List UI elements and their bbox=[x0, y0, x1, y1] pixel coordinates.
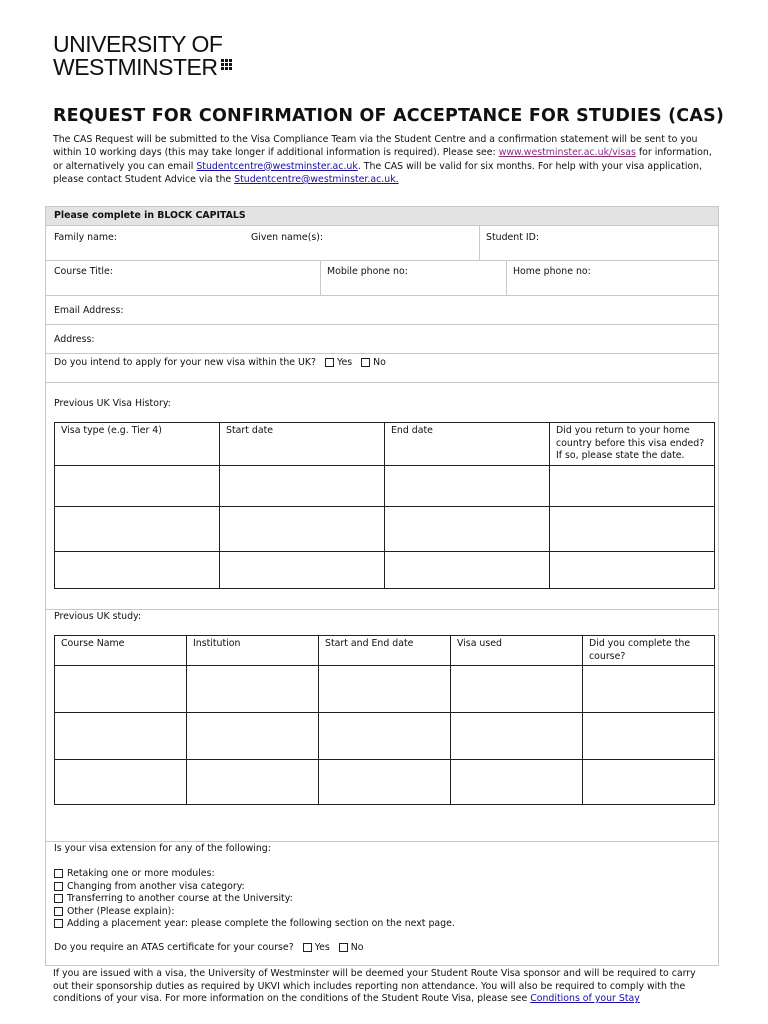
study-header: Course Name bbox=[55, 636, 187, 666]
intro-text-3: . The CAS will be valid for six months. For help with your visa application, please contact Student Advice via the bbox=[53, 160, 703, 185]
mobile-phone-field[interactable]: Mobile phone no: bbox=[327, 266, 408, 277]
transferring-checkbox[interactable] bbox=[54, 894, 63, 903]
atas-no-checkbox[interactable] bbox=[339, 943, 348, 952]
page-title: REQUEST FOR CONFIRMATION OF ACCEPTANCE FOR STUDIES (CAS) bbox=[53, 106, 725, 126]
logo-grid-icon bbox=[221, 59, 232, 70]
footer-text: If you are issued with a visa, the University of Westminster will be deemed your Student Route Visa sponsor and will be required to carry out their sponsorship duties as required by UKVI which includes reporting non attendance. You will also be required to comply with the conditions of your visa. For more information on the conditions of the Student Route Visa, please see bbox=[53, 968, 696, 1004]
list-item bbox=[54, 918, 455, 931]
conditions-of-stay-link[interactable]: Conditions of your Stay bbox=[530, 993, 640, 1004]
visa-history-label: Previous UK Visa History: bbox=[54, 398, 171, 409]
list-item bbox=[54, 881, 455, 894]
studentcentre-email-link[interactable]: Studentcentre@westminster.ac.uk bbox=[196, 160, 358, 172]
address-field[interactable]: Address: bbox=[54, 334, 95, 345]
visa-uk-no-checkbox[interactable] bbox=[361, 358, 370, 367]
option-label: Transferring to another course at the University: bbox=[67, 893, 293, 904]
study-header: Institution bbox=[187, 636, 319, 666]
student-advice-email-link[interactable]: Studentcentre@westminster.ac.uk. bbox=[234, 173, 399, 185]
other-checkbox[interactable] bbox=[54, 907, 63, 916]
extension-options bbox=[54, 868, 455, 931]
table-row bbox=[55, 551, 715, 588]
visa-history-header: Start date bbox=[220, 423, 385, 466]
logo-line-2: WESTMINSTER bbox=[53, 54, 218, 80]
option-label: Retaking one or more modules: bbox=[67, 868, 215, 879]
table-row bbox=[55, 465, 715, 506]
logo-line-1: UNIVERSITY OF bbox=[53, 31, 223, 57]
visa-uk-question bbox=[54, 357, 386, 368]
visa-history-table bbox=[54, 422, 715, 589]
visa-history-header: End date bbox=[385, 423, 550, 466]
footer-note bbox=[53, 968, 703, 1006]
atas-question bbox=[54, 942, 364, 953]
placement-year-checkbox[interactable] bbox=[54, 919, 63, 928]
student-id-field[interactable]: Student ID: bbox=[486, 232, 540, 243]
table-row bbox=[55, 760, 715, 805]
visa-uk-no-label: No bbox=[373, 357, 386, 368]
atas-yes-checkbox[interactable] bbox=[303, 943, 312, 952]
intro-paragraph bbox=[53, 133, 713, 186]
email-field[interactable]: Email Address: bbox=[54, 305, 124, 316]
atas-no-label: No bbox=[350, 942, 364, 953]
atas-question-text: Do you require an ATAS certificate for your course? bbox=[54, 942, 294, 953]
study-header: Start and End date bbox=[319, 636, 451, 666]
study-header: Visa used bbox=[451, 636, 583, 666]
visa-uk-question-text: Do you intend to apply for your new visa within the UK? bbox=[54, 357, 316, 368]
table-row bbox=[55, 506, 715, 551]
visa-history-header: Did you return to your home country before this visa ended? If so, please state the date. bbox=[550, 423, 715, 466]
form-header: Please complete in BLOCK CAPITALS bbox=[46, 207, 718, 226]
university-logo bbox=[53, 33, 232, 79]
study-header: Did you complete the course? bbox=[583, 636, 715, 666]
visa-uk-yes-label: Yes bbox=[336, 357, 353, 368]
list-item bbox=[54, 906, 455, 919]
atas-yes-label: Yes bbox=[314, 942, 330, 953]
list-item bbox=[54, 893, 455, 906]
visa-history-header: Visa type (e.g. Tier 4) bbox=[55, 423, 220, 466]
visa-uk-yes-checkbox[interactable] bbox=[325, 358, 334, 367]
retaking-checkbox[interactable] bbox=[54, 869, 63, 878]
given-names-field[interactable]: Given name(s): bbox=[251, 232, 324, 243]
option-label: Changing from another visa category: bbox=[67, 880, 245, 892]
home-phone-field[interactable]: Home phone no: bbox=[513, 266, 591, 277]
previous-study-table bbox=[54, 635, 715, 805]
intro-text-1: The CAS Request will be submitted to the Visa Compliance Team via the Student Centre and a confirmation statement will be sent to you within 10 working days (this may take longer if additional information is required). Please see: bbox=[53, 134, 698, 159]
table-row bbox=[55, 713, 715, 760]
changing-category-checkbox[interactable] bbox=[54, 882, 63, 891]
list-item bbox=[54, 868, 455, 881]
visas-link[interactable]: www.westminster.ac.uk/visas bbox=[498, 147, 636, 159]
cas-request-form bbox=[45, 206, 719, 966]
extension-question: Is your visa extension for any of the following: bbox=[54, 843, 271, 854]
course-title-field[interactable]: Course Title: bbox=[54, 266, 113, 277]
option-label: Adding a placement year: please complete the following section on the next page. bbox=[67, 918, 455, 929]
table-row bbox=[55, 666, 715, 713]
intro-text-2: for information, or alternatively you can email bbox=[53, 147, 712, 172]
study-label: Previous UK study: bbox=[54, 611, 142, 622]
option-label: Other (Please explain): bbox=[67, 905, 175, 917]
family-name-field[interactable]: Family name: bbox=[54, 232, 117, 243]
